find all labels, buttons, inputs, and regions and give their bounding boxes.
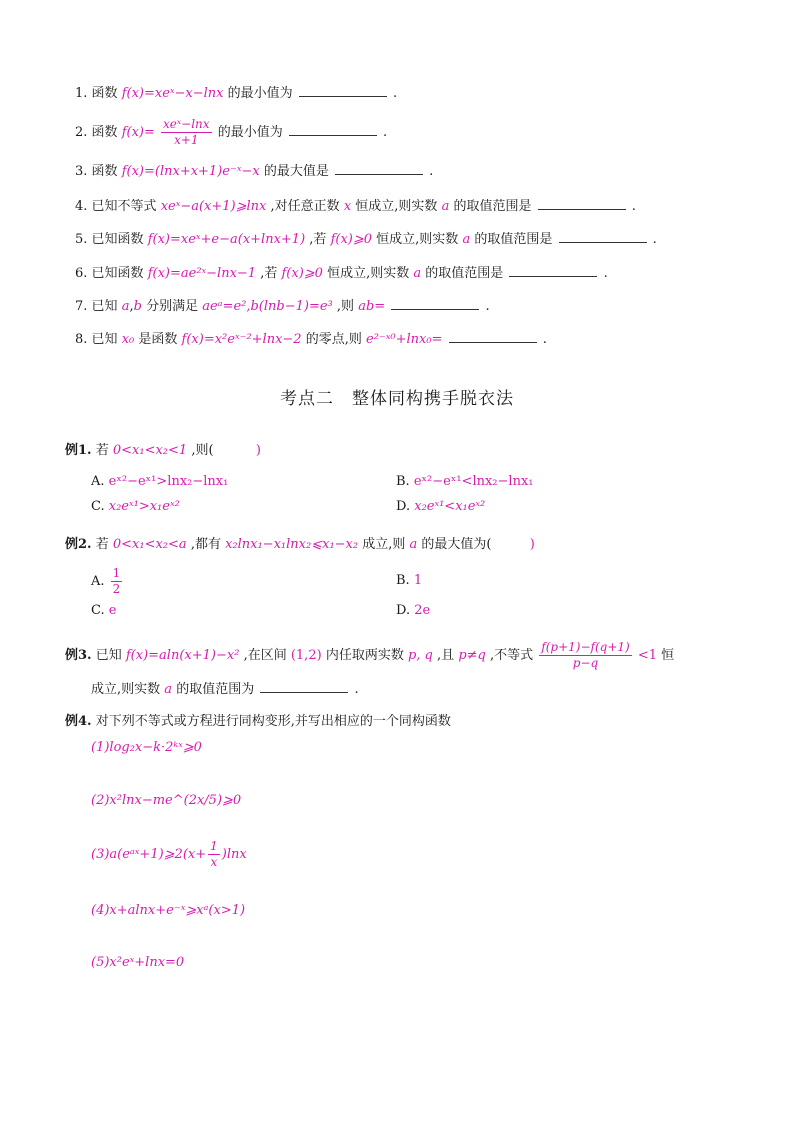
answer-blank[interactable] <box>335 162 423 175</box>
problem-text: 函数 <box>91 164 118 179</box>
math-expression: (1,2) <box>290 648 322 663</box>
example-text: ,在区间 <box>243 648 287 663</box>
problem-text: 的取值范围是 <box>453 199 532 214</box>
section-title: 考点二 整体同构携手脱衣法 <box>280 389 514 409</box>
option-key: B. <box>396 474 410 489</box>
example-text: ,不等式 <box>490 648 534 663</box>
punctuation: . <box>354 682 359 697</box>
problem-text: 恒成立,则实数 <box>376 232 459 247</box>
answer-blank[interactable] <box>391 297 479 310</box>
option-c[interactable] <box>91 602 116 620</box>
example-4-item-2: (2)x²lnx−me^(2x/5)⩾0 <box>91 793 242 808</box>
problem-text: ,对任意正数 <box>270 199 340 214</box>
problem-4 <box>75 197 636 216</box>
example-text: 已知 <box>95 648 122 663</box>
problem-number: 7. <box>75 299 88 314</box>
example-text: ,都有 <box>190 537 221 552</box>
problem-text: ,若 <box>309 232 327 247</box>
math-expression: xeˣ−a(x+1)⩾lnx <box>160 199 267 214</box>
example-1 <box>65 442 261 460</box>
paren-close: ) <box>255 443 261 458</box>
answer-blank[interactable] <box>509 264 597 277</box>
math-expression: f(x)=xeˣ−x−lnx <box>121 86 224 101</box>
example-text: 若 <box>95 443 109 458</box>
example-4-item-3 <box>91 838 247 872</box>
example-label: 例4. <box>65 714 92 729</box>
problem-text: 已知 <box>91 332 118 347</box>
paren-close: ) <box>529 537 535 552</box>
problem-text: 的最小值为 <box>217 125 283 140</box>
option-a[interactable] <box>91 473 228 491</box>
example-label: 例3. <box>65 648 92 663</box>
option-text: eˣ²−eˣ¹<lnx₂−lnx₁ <box>413 474 534 489</box>
option-text: 2e <box>414 603 431 618</box>
option-d[interactable] <box>396 602 430 620</box>
math-variable: p, q <box>407 648 433 663</box>
fraction-numerator: 1 <box>112 566 121 580</box>
option-b[interactable] <box>396 473 533 491</box>
example-text: 成立,则实数 <box>91 682 161 697</box>
option-b[interactable] <box>396 572 422 590</box>
example-3-line2 <box>91 680 359 699</box>
math-expression: p≠q <box>458 648 486 663</box>
example-text: 对下列不等式或方程进行同构变形,并写出相应的一个同构函数 <box>95 714 451 729</box>
punctuation: . <box>542 332 547 347</box>
math-expression: f(x)=ae²ˣ−lnx−1 <box>147 266 257 281</box>
answer-blank[interactable] <box>260 680 348 693</box>
problem-text: 恒成立,则实数 <box>327 266 410 281</box>
problem-text: 的取值范围是 <box>474 232 553 247</box>
example-text: ,则( <box>191 443 214 458</box>
math-expression: 0<x₁<x₂<a <box>112 537 187 552</box>
option-text: e <box>108 603 117 618</box>
fraction <box>111 566 123 597</box>
answer-blank[interactable] <box>289 123 377 136</box>
option-key: D. <box>396 603 411 618</box>
example-text: 的取值范围为 <box>176 682 255 697</box>
problem-number: 8. <box>75 332 88 347</box>
example-4-item-5: (5)x²eˣ+lnx=0 <box>91 955 185 970</box>
math-variable: a <box>413 266 422 281</box>
example-text: 内任取两实数 <box>325 648 404 663</box>
option-key: A. <box>91 574 105 589</box>
math-expression: f(x)⩾0 <box>281 266 323 281</box>
fraction <box>161 117 212 148</box>
problem-text: ,若 <box>260 266 278 281</box>
option-key: C. <box>91 499 105 514</box>
math-variable: a <box>462 232 471 247</box>
math-expression: ab= <box>358 299 386 314</box>
math-expression: f(x)⩾0 <box>330 232 373 247</box>
option-text: x₂eˣ¹>x₁eˣ² <box>108 499 180 514</box>
math-variable: a <box>441 199 450 214</box>
problem-5 <box>75 230 657 249</box>
punctuation: . <box>631 199 636 214</box>
fraction-numerator: f(p+1)−f(q+1) <box>541 640 630 654</box>
example-2 <box>65 536 535 554</box>
example-text: ,且 <box>437 648 455 663</box>
math-expression: <1 <box>637 648 657 663</box>
answer-blank[interactable] <box>449 330 537 343</box>
math-variable: a <box>164 682 173 697</box>
fraction <box>208 839 220 870</box>
fraction <box>539 640 631 671</box>
math-expression: f(x)= <box>121 125 155 140</box>
problem-number: 2. <box>75 125 88 140</box>
problem-1 <box>75 84 397 103</box>
problem-text: 已知函数 <box>91 232 144 247</box>
example-text: 的最大值为( <box>421 537 492 552</box>
problem-text: ,则 <box>336 299 355 314</box>
fraction-denominator: p−q <box>572 656 599 670</box>
option-key: C. <box>91 603 105 618</box>
math-expression: x₂lnx₁−x₁lnx₂⩽x₁−x₂ <box>225 537 359 552</box>
punctuation: . <box>392 86 398 101</box>
problem-text: 已知 <box>91 299 118 314</box>
fraction-denominator: 2 <box>112 582 121 596</box>
problem-text: 已知不等式 <box>91 199 157 214</box>
problem-6 <box>75 264 608 283</box>
example-4 <box>65 713 451 731</box>
problem-text: 分别满足 <box>146 299 199 314</box>
problem-text: 的取值范围是 <box>425 266 504 281</box>
fraction-denominator: x <box>210 855 218 869</box>
option-text: 1 <box>413 573 423 588</box>
option-a[interactable] <box>91 566 124 597</box>
problem-8 <box>75 330 547 349</box>
punctuation: . <box>603 266 608 281</box>
math-expression: f(x)=aln(x+1)−x² <box>125 648 240 663</box>
option-key: D. <box>396 499 411 514</box>
math-expression: f(x)=xeˣ+e−a(x+lnx+1) <box>147 232 306 247</box>
punctuation: . <box>485 299 490 314</box>
option-d[interactable] <box>396 498 485 516</box>
example-4-item-4: (4)x+alnx+e⁻ˣ⩾xᵃ(x>1) <box>91 903 246 918</box>
problem-number: 5. <box>75 232 88 247</box>
example-text: 成立,则 <box>362 537 406 552</box>
fraction-denominator: x+1 <box>174 133 199 147</box>
math-expression: f(x)=x²eˣ⁻²+lnx−2 <box>181 332 302 347</box>
problem-3 <box>75 162 433 181</box>
problem-text: 的零点,则 <box>305 332 362 347</box>
math-expression: 0<x₁<x₂<1 <box>112 443 188 458</box>
option-c[interactable] <box>91 498 180 516</box>
option-key: B. <box>396 573 410 588</box>
problem-text: 的最大值是 <box>263 164 329 179</box>
problem-number: 3. <box>75 164 88 179</box>
fraction-numerator: xeˣ−lnx <box>163 117 210 131</box>
problem-text: 是函数 <box>138 332 178 347</box>
math-expression: aeᵃ=e²,b(lnb−1)=e³ <box>202 299 333 314</box>
math-expression: )lnx <box>221 847 247 862</box>
problem-text: 的最小值为 <box>227 86 293 101</box>
math-variable: x <box>343 199 352 214</box>
option-text: eˣ²−eˣ¹>lnx₂−lnx₁ <box>108 474 229 489</box>
problem-number: 6. <box>75 266 88 281</box>
example-label: 例1. <box>65 443 92 458</box>
math-expression: (3)a(eᵃˣ+1)⩾2(x+ <box>91 847 207 862</box>
problem-text: 恒成立,则实数 <box>355 199 438 214</box>
math-variable: b <box>133 299 142 314</box>
example-text: 若 <box>95 537 109 552</box>
punctuation: . <box>383 125 388 140</box>
math-variable: x₀ <box>121 332 135 347</box>
punctuation: . <box>429 164 434 179</box>
problem-text: 函数 <box>91 125 118 140</box>
punctuation: , <box>129 299 134 314</box>
problem-number: 1. <box>75 86 88 101</box>
example-label: 例2. <box>65 537 92 552</box>
answer-blank[interactable] <box>538 197 626 210</box>
math-variable: a <box>409 537 418 552</box>
problem-text: 已知函数 <box>91 266 144 281</box>
problem-2 <box>75 116 387 150</box>
math-expression: e²⁻ˣ⁰+lnx₀= <box>366 332 443 347</box>
option-key: A. <box>91 474 105 489</box>
example-4-item-1: (1)log₂x−k·2ᵏˣ⩾0 <box>91 740 202 755</box>
problem-7 <box>75 297 490 316</box>
math-expression: f(x)=(lnx+x+1)e⁻ˣ−x <box>121 164 260 179</box>
answer-blank[interactable] <box>299 84 387 97</box>
fraction-numerator: 1 <box>210 839 218 853</box>
option-text: x₂eˣ¹<x₁eˣ² <box>414 499 486 514</box>
problem-number: 4. <box>75 199 88 214</box>
example-text: 恒 <box>661 648 675 663</box>
example-3 <box>65 640 674 672</box>
math-variable: a <box>121 299 130 314</box>
punctuation: . <box>652 232 657 247</box>
answer-blank[interactable] <box>559 230 647 243</box>
problem-text: 函数 <box>91 86 118 101</box>
